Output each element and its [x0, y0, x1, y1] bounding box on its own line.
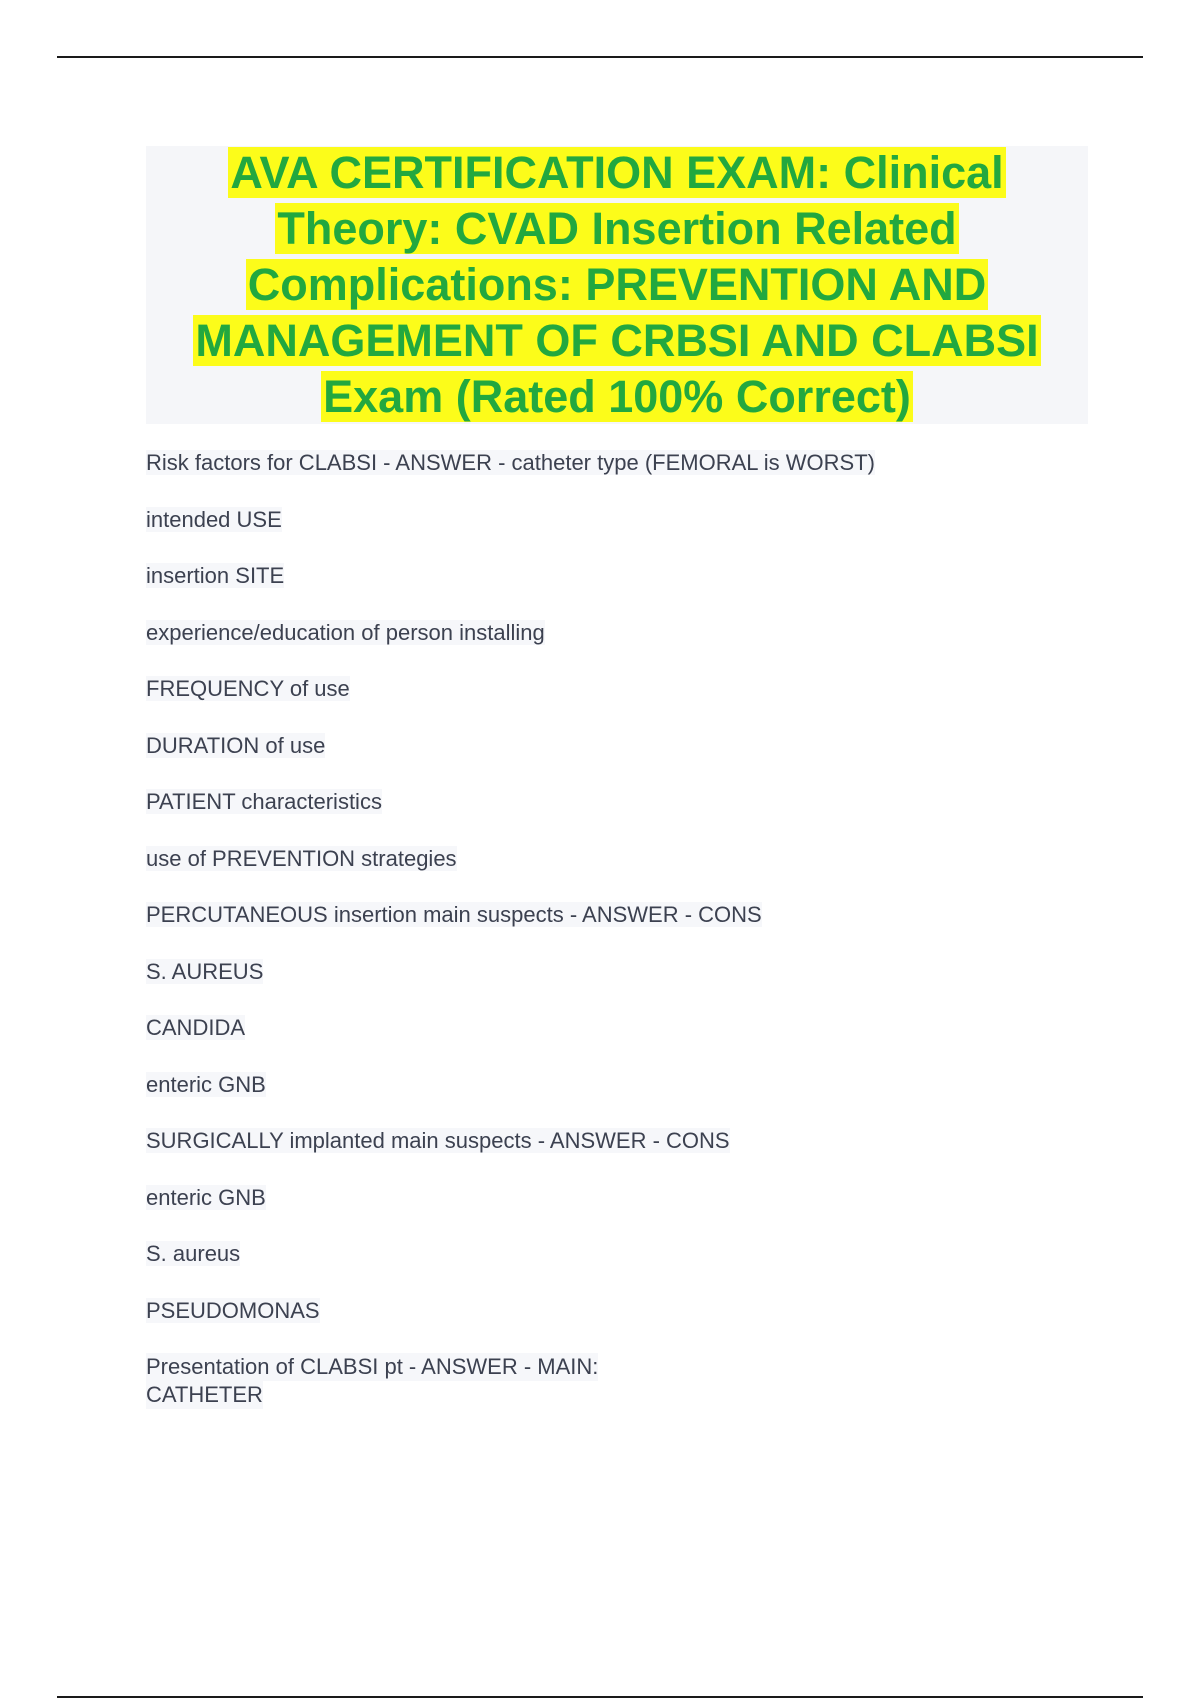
document-body [146, 449, 1106, 1439]
text-line [146, 1014, 1106, 1041]
title-banner [146, 146, 1088, 424]
text-line-content: enteric GNB [146, 1184, 266, 1210]
text-line-content: S. AUREUS [146, 958, 264, 984]
title-line-1: AVA CERTIFICATION EXAM: Clinical [230, 147, 1004, 198]
text-line [146, 1240, 1106, 1267]
title-line-2: Theory: CVAD Insertion Related [277, 203, 957, 254]
text-line [146, 675, 1106, 702]
text-entry-multiline [146, 1353, 1106, 1409]
text-line-content: SURGICALLY implanted main suspects - ANSWER - CONS [146, 1128, 730, 1153]
text-line-content: PSEUDOMONAS [146, 1297, 320, 1323]
title-line-4: MANAGEMENT OF CRBSI AND CLABSI [195, 315, 1039, 366]
text-line [146, 845, 1106, 872]
text-line-content: DURATION of use [146, 732, 326, 758]
text-line-content: FREQUENCY of use [146, 676, 350, 701]
text-line [146, 1127, 1106, 1154]
text-line [146, 562, 1106, 589]
text-line [146, 901, 1106, 928]
text-line-content: enteric GNB [146, 1071, 266, 1097]
text-line-content: insertion SITE [146, 563, 285, 588]
text-line-content: experience/education of person installing [146, 619, 545, 645]
title-line-3: Complications: PREVENTION AND [247, 259, 987, 310]
text-line [146, 732, 1106, 759]
text-line-content: CATHETER [146, 1382, 263, 1407]
text-line [146, 1184, 1106, 1211]
document-title [146, 145, 1088, 425]
text-line-content: intended USE [146, 506, 282, 532]
text-line-content: S. aureus [146, 1241, 241, 1266]
text-line [146, 1071, 1106, 1098]
top-rule [57, 56, 1143, 58]
text-line [146, 619, 1106, 646]
text-line-content: use of PREVENTION strategies [146, 845, 457, 871]
text-line-content: Risk factors for CLABSI - ANSWER - catheter type (FEMORAL is WORST) [146, 450, 875, 475]
title-line-5: Exam (Rated 100% Correct) [323, 371, 911, 422]
text-line-content: CANDIDA [146, 1015, 246, 1040]
text-line-content: PERCUTANEOUS insertion main suspects - ANSWER - CONS [146, 902, 762, 927]
text-line [146, 788, 1106, 815]
text-line [146, 449, 1106, 476]
bottom-rule [57, 1696, 1143, 1698]
text-line [146, 506, 1106, 533]
text-line-content: PATIENT characteristics [146, 789, 382, 814]
text-line [146, 958, 1106, 985]
text-line [146, 1297, 1106, 1324]
text-line-content: Presentation of CLABSI pt - ANSWER - MAIN: [146, 1354, 599, 1379]
